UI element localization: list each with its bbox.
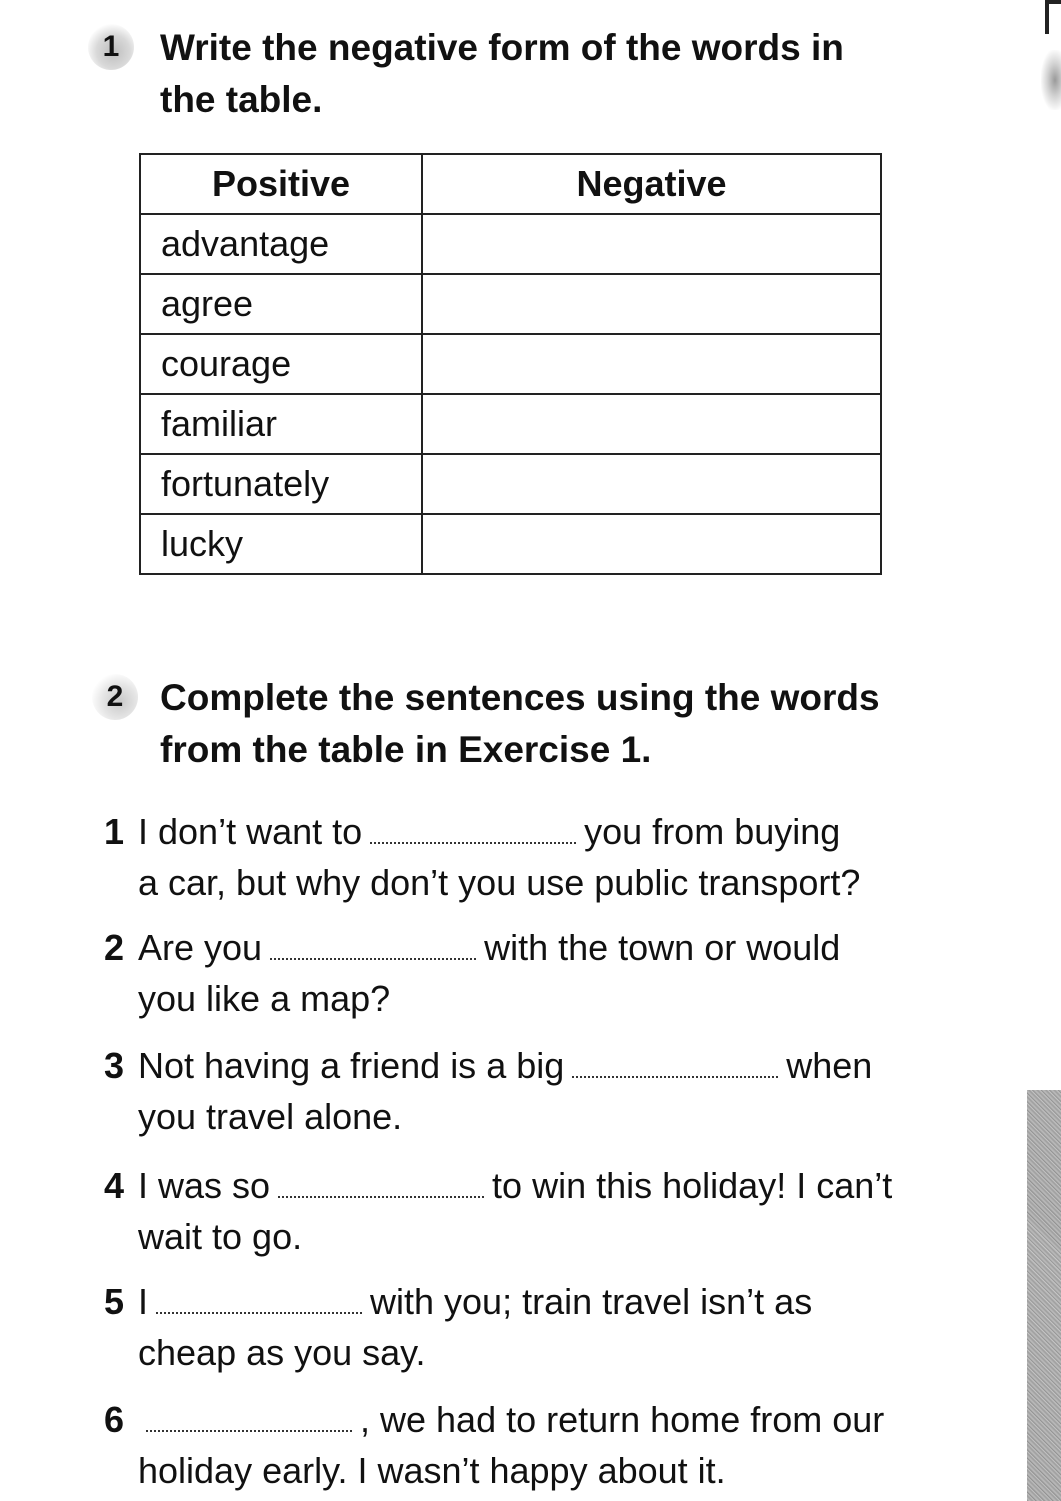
negative-answer-cell[interactable] (422, 454, 881, 514)
sentence-text-before: I (138, 1281, 149, 1322)
answer-blank[interactable] (572, 1052, 778, 1078)
positive-word-cell: advantage (140, 214, 422, 274)
exercise-1-number-badge: 1 (88, 24, 134, 70)
exercise-1-instruction-line1: Write the negative form of the words in (160, 27, 844, 68)
exercise-2-number-badge: 2 (92, 674, 138, 720)
sentence-item (104, 1394, 984, 1496)
exercise-2-instruction-line1: Complete the sentences using the words (160, 677, 880, 718)
sentence-continuation: cheap as you say. (138, 1332, 426, 1373)
table-row (140, 214, 881, 274)
sentence-item (104, 1276, 984, 1378)
answer-blank[interactable] (156, 1288, 362, 1314)
sentence-text-after: you from buying (584, 811, 841, 852)
sentence-continuation: you like a map? (138, 978, 391, 1019)
sentence-text-after: with the town or would (484, 927, 841, 968)
sentence-text-after: , we had to return home from our (360, 1399, 885, 1440)
negative-answer-cell[interactable] (422, 214, 881, 274)
header-positive: Positive (140, 154, 422, 214)
sentence-continuation: a car, but why don’t you use public transport? (138, 862, 861, 903)
sentence-item (104, 806, 984, 908)
sentence-text-after: with you; train travel isn’t as (370, 1281, 813, 1322)
exercise-2-instruction (160, 672, 1020, 776)
exercise-1-instruction (160, 22, 960, 126)
answer-blank[interactable] (146, 1406, 352, 1432)
positive-word-cell: lucky (140, 514, 422, 574)
table-row (140, 514, 881, 574)
scan-edge-mark (1045, 0, 1061, 34)
sentence-text-before: Are you (138, 927, 263, 968)
sentence-text-after: to win this holiday! I can’t (492, 1165, 893, 1206)
exercise-2-instruction-line2: from the table in Exercise 1. (160, 729, 652, 770)
positive-word-cell: familiar (140, 394, 422, 454)
table-header-row (140, 154, 881, 214)
word-table (139, 153, 882, 575)
positive-word-cell: agree (140, 274, 422, 334)
positive-word-cell: fortunately (140, 454, 422, 514)
sentence-item (104, 1160, 984, 1262)
sentence-number: 4 (104, 1165, 125, 1206)
sentence-continuation: wait to go. (138, 1216, 303, 1257)
table-row (140, 274, 881, 334)
answer-blank[interactable] (270, 934, 476, 960)
negative-answer-cell[interactable] (422, 334, 881, 394)
answer-blank[interactable] (370, 818, 576, 844)
table-row (140, 454, 881, 514)
sentence-number: 5 (104, 1281, 125, 1322)
negative-answer-cell[interactable] (422, 514, 881, 574)
sentence-number: 1 (104, 811, 125, 852)
table-row (140, 334, 881, 394)
page-edge-strip (1027, 1090, 1061, 1501)
sentence-text-before: I don’t want to (138, 811, 363, 852)
sentence-text-before: I was so (138, 1165, 271, 1206)
sentence-number: 6 (104, 1399, 125, 1440)
sentence-continuation: holiday early. I wasn’t happy about it. (138, 1450, 726, 1491)
table-row (140, 394, 881, 454)
negative-answer-cell[interactable] (422, 274, 881, 334)
sentence-continuation: you travel alone. (138, 1096, 403, 1137)
scan-smudge (1041, 50, 1061, 110)
header-negative: Negative (422, 154, 881, 214)
sentence-text-after: when (786, 1045, 873, 1086)
sentence-item (104, 922, 984, 1024)
positive-word-cell: courage (140, 334, 422, 394)
sentence-number: 3 (104, 1045, 125, 1086)
answer-blank[interactable] (278, 1172, 484, 1198)
sentence-item (104, 1040, 984, 1142)
sentence-text-before: Not having a friend is a big (138, 1045, 565, 1086)
negative-answer-cell[interactable] (422, 394, 881, 454)
exercise-1-instruction-line2: the table. (160, 79, 323, 120)
sentence-number: 2 (104, 927, 125, 968)
